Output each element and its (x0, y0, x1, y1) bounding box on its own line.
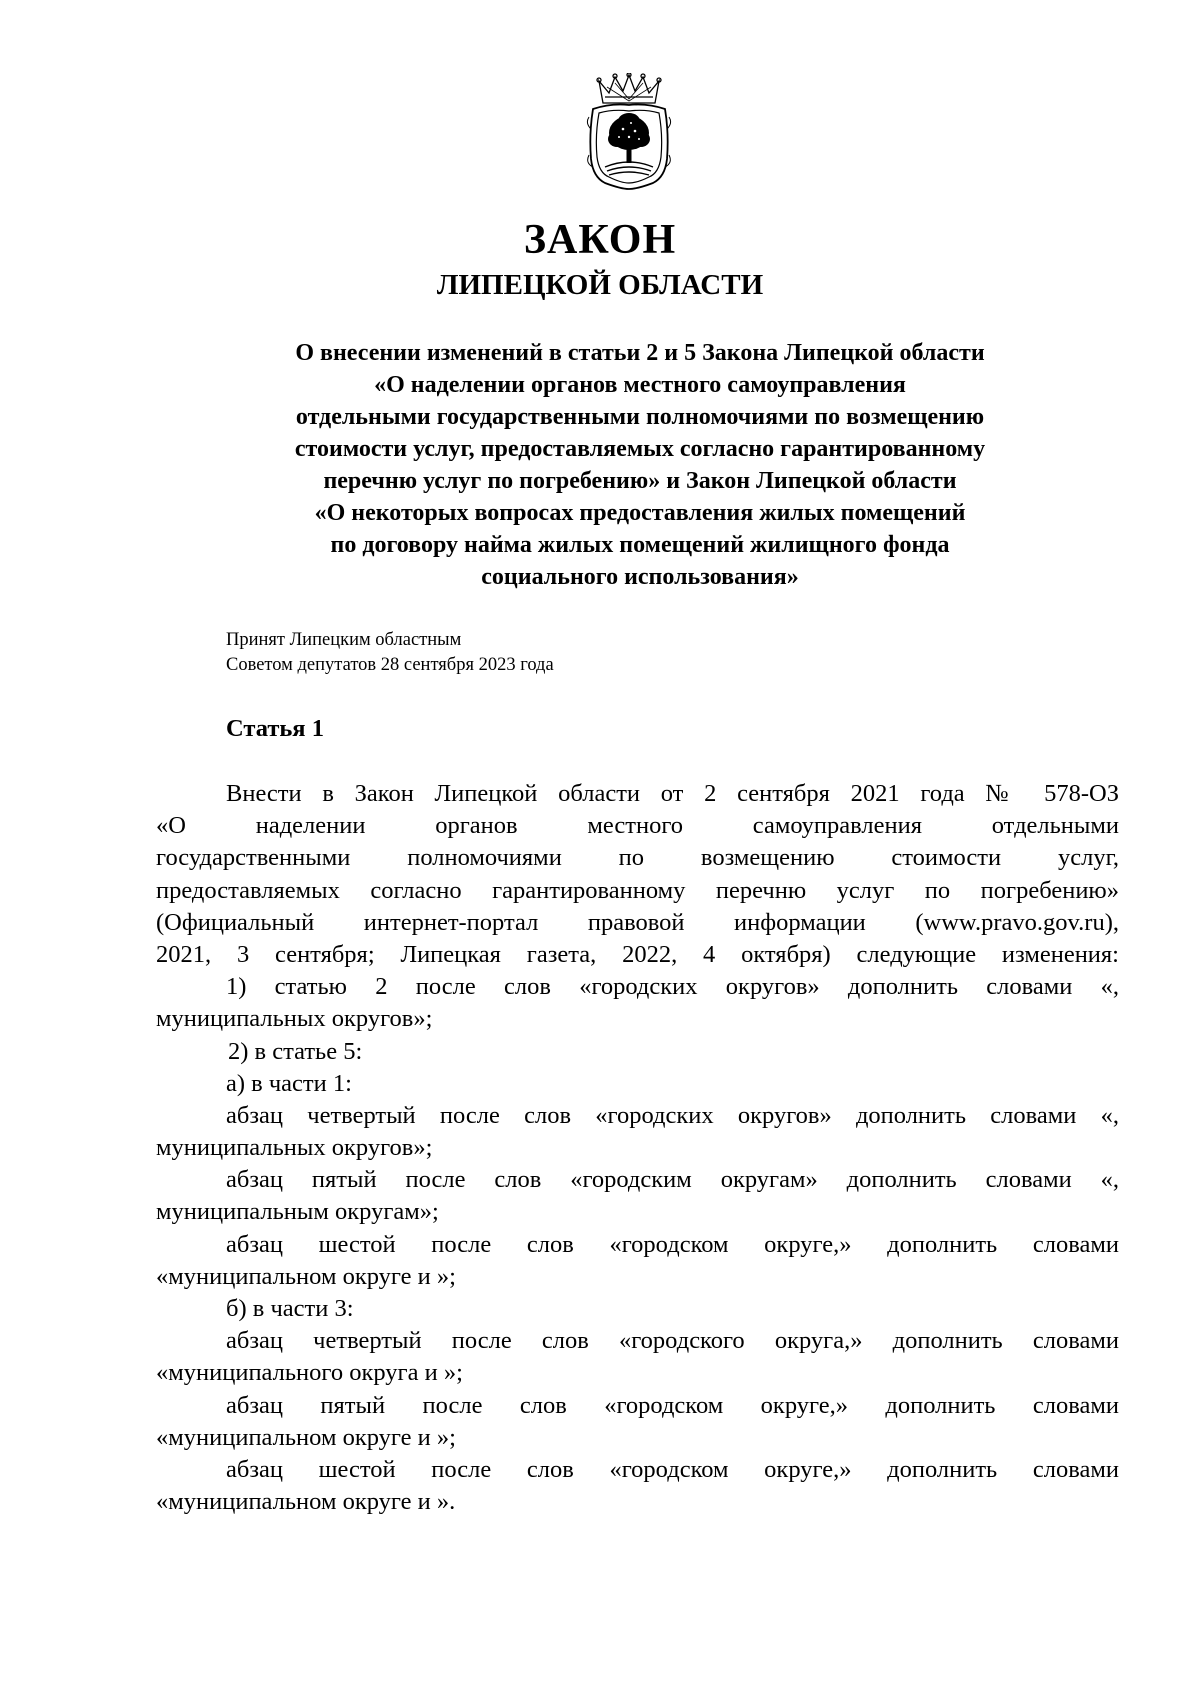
body-line: абзац шестой после слов «городском округе,» дополнить словами (226, 1230, 1119, 1258)
adoption-line: Принят Липецким областным (226, 630, 462, 650)
body-line: (Официальный интернет-портал правовой информации (www.pravo.gov.ru), (156, 908, 1119, 936)
heading-line: по договору найма жилых помещений жилищного фонда (330, 532, 950, 558)
heading-line: перечню услуг по погребению» и Закон Липецкой области (323, 468, 957, 494)
article-title: Статья 1 (226, 715, 324, 742)
heading-line: стоимости услуг, предоставляемых согласно гарантированному (294, 436, 986, 462)
heading-line: «О некоторых вопросах предоставления жилых помещений (314, 500, 966, 526)
heading-line: социального использования» (481, 564, 799, 590)
body-line: 1) статью 2 после слов «городских округов» дополнить словами «, (226, 973, 1119, 1001)
body-line: Внести в Закон Липецкой области от 2 сентября 2021 года № 578-ОЗ (226, 780, 1119, 807)
document-subtitle: ЛИПЕЦКОЙ ОБЛАСТИ (436, 269, 764, 301)
body-line: 2) в статье 5: (228, 1037, 363, 1065)
body-line: «муниципальном округе и »; (156, 1262, 456, 1290)
document-title: ЗАКОН (523, 217, 677, 263)
body-line: «О наделении органов местного самоуправления отдельными (156, 812, 1119, 840)
body-line: «муниципальном округе и ». (156, 1488, 456, 1516)
heading-line: О внесении изменений в статьи 2 и 5 Закона Липецкой области (295, 340, 985, 366)
body-line: предоставляемых согласно гарантированному перечню услуг по погребению» (156, 876, 1119, 904)
body-line: государственными полномочиями по возмещению стоимости услуг, (156, 844, 1119, 872)
body-line: «муниципальном округе и »; (156, 1423, 456, 1451)
body-line: абзац шестой после слов «городском округе,» дополнить словами (226, 1455, 1119, 1483)
heading-line: отдельными государственными полномочиями по возмещению (295, 404, 985, 430)
body-line: муниципальным округам»; (156, 1198, 439, 1226)
heading-line: «О наделении органов местного самоуправления (374, 372, 906, 398)
body-line: муниципальных округов»; (156, 1005, 433, 1033)
body-line: абзац четвертый после слов «городских округов» дополнить словами «, (226, 1101, 1119, 1129)
body-line: б) в части 3: (226, 1295, 354, 1322)
body-line: абзац пятый после слов «городском округе,» дополнить словами (226, 1391, 1119, 1419)
body-line: 2021, 3 сентября; Липецкая газета, 2022, 4 октября) следующие изменения: (156, 940, 1119, 968)
law-heading (200, 337, 1080, 593)
body-line: «муниципального округа и »; (156, 1359, 463, 1387)
body-line: абзац пятый после слов «городским округам» дополнить словами «, (226, 1166, 1119, 1194)
adoption-line: Советом депутатов 28 сентября 2023 года (226, 655, 554, 675)
coat-of-arms-icon (585, 73, 673, 191)
adoption-note (226, 628, 554, 678)
body-line: абзац четвертый после слов «городского округа,» дополнить словами (226, 1327, 1119, 1355)
body-line: муниципальных округов»; (156, 1134, 433, 1162)
body-line: а) в части 1: (226, 1069, 352, 1097)
article-body (156, 778, 1119, 1518)
